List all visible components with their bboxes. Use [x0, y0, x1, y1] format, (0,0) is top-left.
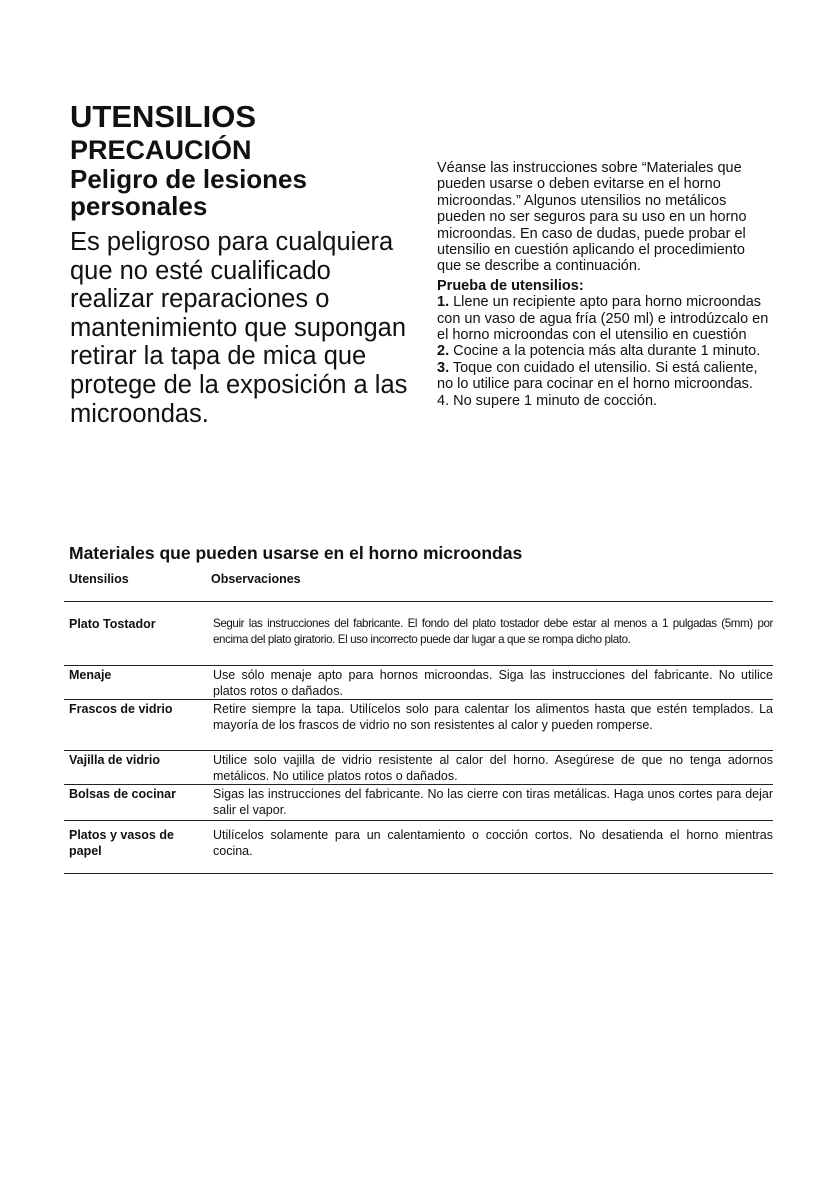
- danger-heading: Peligro de lesiones personales: [70, 164, 307, 221]
- utensil-name: Plato Tostador: [64, 602, 210, 666]
- utensil-note: Utilícelos solamente para un calentamiento o cocción cortos. No desatienda el horno mientras cocina.: [210, 821, 773, 874]
- column-header-utensils: Utensilios: [69, 572, 129, 586]
- step-number: 1.: [437, 294, 450, 311]
- test-step: [437, 360, 772, 393]
- step-text: Toque con cuidado el utensilio. Si está caliente, no lo utilice para cocinar en el horno microondas.: [437, 359, 758, 393]
- utensil-note: Retire siempre la tapa. Utilícelos solo para calentar los alimentos hasta que estén templados. La mayoría de los frascos de vidrio no son resistentes al calor y pueden romperse.: [210, 700, 773, 751]
- table-row: [64, 602, 773, 666]
- materials-title: Materiales que pueden usarse en el horno microondas: [69, 543, 523, 563]
- utensil-note: Sigas las instrucciones del fabricante. No las cierre con tiras metálicas. Haga unos cortes para dejar salir el vapor.: [210, 785, 773, 821]
- intro-paragraph: Véanse las instrucciones sobre “Materiales que pueden usarse o deben evitarse en el horno microondas.” Algunos utensilios no metálicos pueden no ser seguros para su uso en un horno microondas. En caso de dudas, puede probar el utensilio en cuestión aplicando el procedimiento que se describe a continuación.: [437, 160, 747, 275]
- warning-text: Es peligroso para cualquiera que no esté cualificado realizar reparaciones o mantenimiento que supongan retirar la tapa de mica que protege de la exposición a las microondas.: [70, 228, 408, 428]
- step-text: Cocine a la potencia más alta durante 1 minuto.: [449, 343, 761, 360]
- materials-table: [64, 601, 773, 874]
- table-row: [64, 821, 773, 874]
- utensil-note: Use sólo menaje apto para hornos microondas. Siga las instrucciones del fabricante. No utilice platos rotos o dañados.: [210, 666, 773, 700]
- caution-heading: PRECAUCIÓN: [70, 135, 252, 165]
- test-step: 4. No supere 1 minuto de cocción.: [437, 392, 658, 409]
- column-header-notes: Observaciones: [211, 572, 301, 586]
- utensil-name: Vajilla de vidrio: [64, 751, 210, 785]
- utensil-name: Bolsas de cocinar: [64, 785, 210, 821]
- utensil-note: Seguir las instrucciones del fabricante. El fondo del plato tostador debe estar al menos a 1 pulgadas (5mm) por encima del plato giratorio. El uso incorrecto puede dar lugar a que se rompa dicho plato.: [210, 602, 773, 666]
- step-number: 2.: [437, 343, 450, 360]
- utensil-name: Menaje: [64, 666, 210, 700]
- test-heading: Prueba de utensilios:: [437, 277, 584, 294]
- table-row: [64, 700, 773, 751]
- test-step: [437, 343, 772, 359]
- utensil-name: Platos y vasos de papel: [69, 828, 174, 858]
- table-row: [64, 751, 773, 785]
- utensil-test-section: [437, 160, 772, 409]
- step-number: 3.: [437, 359, 450, 376]
- table-row: [64, 785, 773, 821]
- utensil-name: Frascos de vidrio: [64, 700, 210, 751]
- test-step: [437, 294, 772, 343]
- utensil-note: Utilice solo vajilla de vidrio resistente al calor del horno. Asegúrese de que no tenga adornos metálicos. No utilice platos rotos o dañados.: [210, 751, 773, 785]
- page-title: UTENSILIOS: [70, 99, 257, 134]
- step-text: Llene un recipiente apto para horno microondas con un vaso de agua fría (250 ml) e introdúzcalo en el horno microondas con el utensilio en cuestión: [437, 294, 769, 344]
- table-row: [64, 666, 773, 700]
